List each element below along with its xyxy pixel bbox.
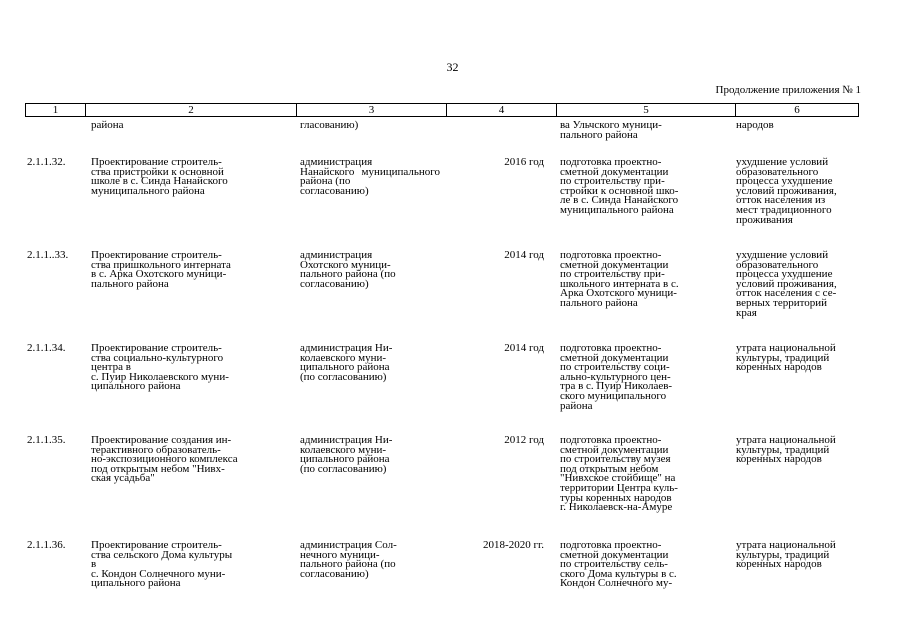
continued-consequence: народов (736, 119, 774, 131)
consequence: ухудшение условий образовательного процесса ухудшение условий проживания, отток населения из мест традиционного проживания (736, 156, 837, 226)
executor: администрация Охотского муници- пального района (по согласованию) (300, 249, 396, 290)
row-number: 2.1.1.32. (27, 156, 66, 168)
column-number-1: 1 (52, 104, 59, 116)
column-number-6: 6 (794, 104, 800, 116)
page-number: 32 (446, 60, 459, 74)
consequence: утрата национальной культуры, традиций коренных народов (736, 342, 836, 374)
deadline: 2014 год (504, 249, 544, 261)
consequence: ухудшение условий образовательного процесса ухудшение условий проживания, отток населения с се- верных территорий края (736, 249, 837, 319)
executor: администрация Сол- нечного муници- пального района (по согласованию) (300, 539, 397, 580)
table-column-number-row (25, 103, 859, 117)
deadline: 2014 год (504, 342, 544, 354)
expected-result: подготовка проектно- сметной документации по строительству соци- ально-культурного цен- тра в с. Пуир Николаев- ского муниципального района (560, 342, 673, 412)
expected-result: подготовка проектно- сметной документации по строительству при- стройки к основной шко- ле в с. Синда Нанайского муниципального района (560, 156, 679, 216)
continued-result: ва Ульчского муници- пального района (560, 119, 662, 141)
executor: администрация Нанайского муниципального района (по согласованию) (300, 156, 440, 197)
expected-result: подготовка проектно- сметной документации по строительству сель- ского Дома культуры в с. Кондон Солнечного му- (560, 539, 677, 590)
executor: администрация Ни- колаевского муни- ципального района (по согласованию) (300, 434, 393, 475)
expected-result: подготовка проектно- сметной документации по строительству при- школьного интерната в с. Арка Охотского муници- пального района (560, 249, 679, 309)
executor: администрация Ни- колаевского муни- ципального района (по согласованию) (300, 342, 393, 383)
consequence: утрата национальной культуры, традиций коренных народов (736, 434, 836, 466)
deadline: 2018-2020 гг. (483, 539, 544, 551)
event-name: Проектирование строитель- ства социально-культурного центра в с. Пуир Николаевского муни- ципального района (91, 342, 229, 393)
event-name: Проектирование строитель- ства пристройки к основной школе в с. Синда Нанайского муниципального района (91, 156, 228, 197)
column-number-2: 2 (188, 104, 194, 116)
deadline: 2012 год (504, 434, 544, 446)
column-number-4: 4 (498, 104, 505, 116)
expected-result: подготовка проектно- сметной документации по строительству музея под открытым небом "Нивхское стойбище" на территории Центра куль- туры коренных народов г. Николаевск-на-Амуре (560, 434, 678, 514)
deadline: 2016 год (504, 156, 544, 168)
row-number: 2.1.1.34. (27, 342, 66, 354)
column-number-3: 3 (368, 104, 375, 116)
row-number: 2.1.1..33. (27, 249, 69, 261)
event-name: Проектирование строитель- ства пришкольного интерната в с. Арка Охотского муници- пального района (91, 249, 231, 290)
continued-executor: гласованию) (300, 119, 359, 131)
event-name: Проектирование создания ин- терактивного образователь- но-экспозиционного комплекса под открытым небом "Нивх- ская усадьба" (91, 434, 238, 485)
row-number: 2.1.1.36. (27, 539, 66, 551)
event-name: Проектирование строитель- ства сельского Дома культуры в с. Кондон Солнечного муни- ципального района (91, 539, 233, 590)
appendix-continuation-note: Продолжение приложения № 1 (715, 84, 861, 96)
continued-event-name: района (91, 119, 124, 131)
row-number: 2.1.1.35. (27, 434, 66, 446)
consequence: утрата национальной культуры, традиций коренных народов (736, 539, 836, 571)
column-number-5: 5 (643, 104, 649, 116)
